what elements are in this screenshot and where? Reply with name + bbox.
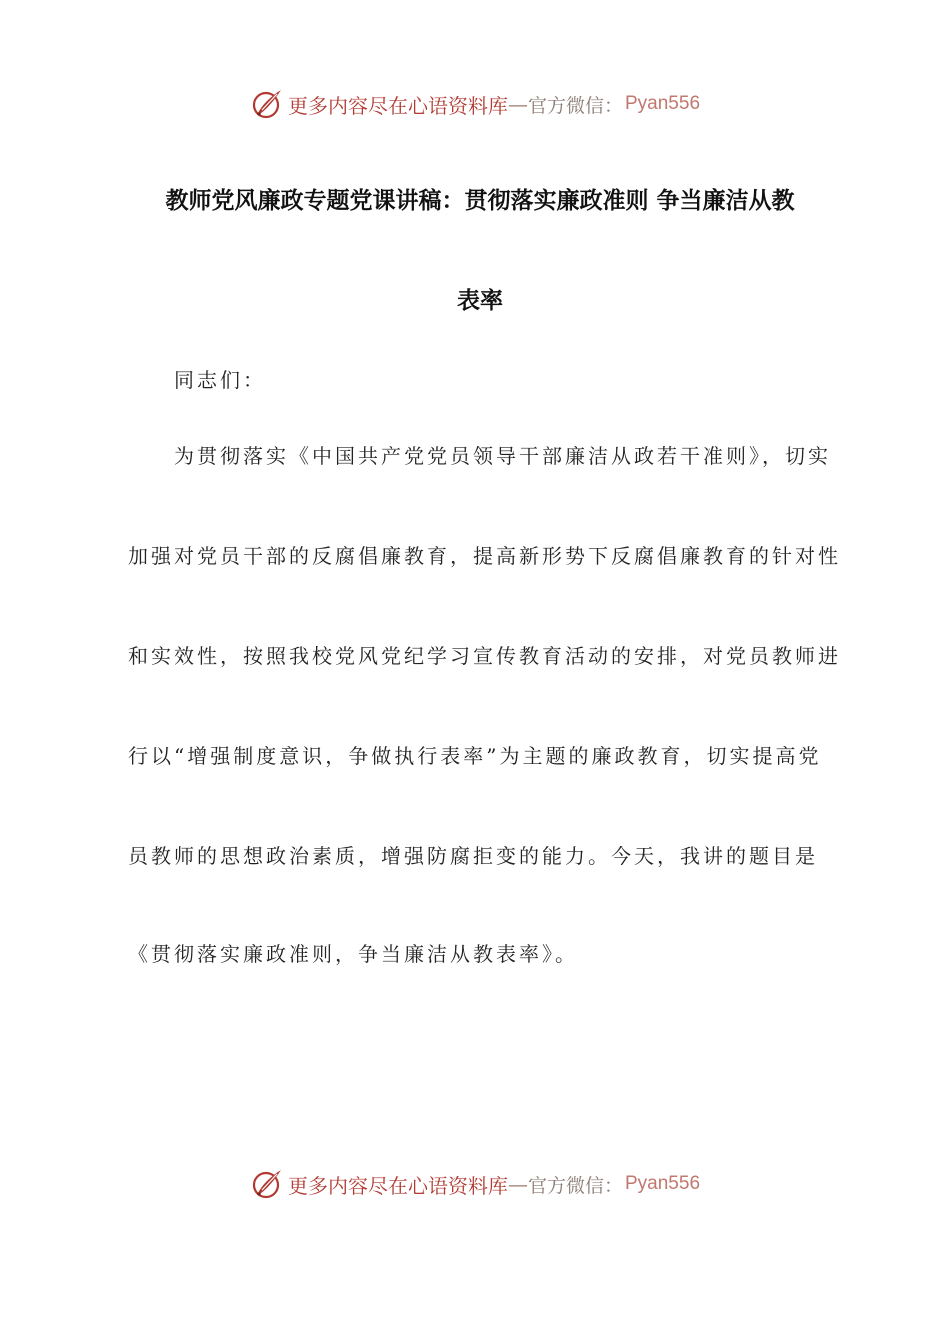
watermark-label: 官方微信： [527,1174,623,1197]
watermark-banner-top [0,82,950,126]
watermark-banner-bottom [0,1162,950,1206]
document-title-line-1: 教师党风廉政专题党课讲稿：贯彻落实廉政准则 争当廉洁从教 [165,188,795,214]
watermark-label: 官方微信： [527,94,623,117]
body-line-5: 员教师的思想政治素质，增强防腐拒变的能力。今天，我讲的题目是 [128,844,818,868]
watermark-text: 更多内容尽在心语资料库 [287,1173,508,1198]
body-line-4: 行以“增强制度意识，争做执行表率”为主题的廉政教育，切实提高党 [128,744,822,768]
body-line-3: 和实效性，按照我校党风党纪学习宣传教育活动的安排，对党员教师进 [128,644,841,668]
watermark-text: 更多内容尽在心语资料库 [287,93,508,118]
body-line-1: 为贯彻落实《中国共产党党员领导干部廉洁从政若干准则》，切实 [174,444,831,468]
body-line-6: 《贯彻落实廉政准则，争当廉洁从教表率》。 [128,942,578,966]
watermark-wechat-id: Pyan556 [625,1173,701,1194]
quill-logo-icon [250,1167,284,1201]
quill-logo-icon [250,87,284,121]
document-title-line-2: 表率 [457,288,503,314]
watermark-separator: — [507,1172,528,1196]
salutation: 同志们： [174,368,266,392]
watermark-separator: — [507,92,528,116]
body-line-2: 加强对党员干部的反腐倡廉教育，提高新形势下反腐倡廉教育的针对性 [128,544,841,568]
watermark-wechat-id: Pyan556 [625,93,701,114]
